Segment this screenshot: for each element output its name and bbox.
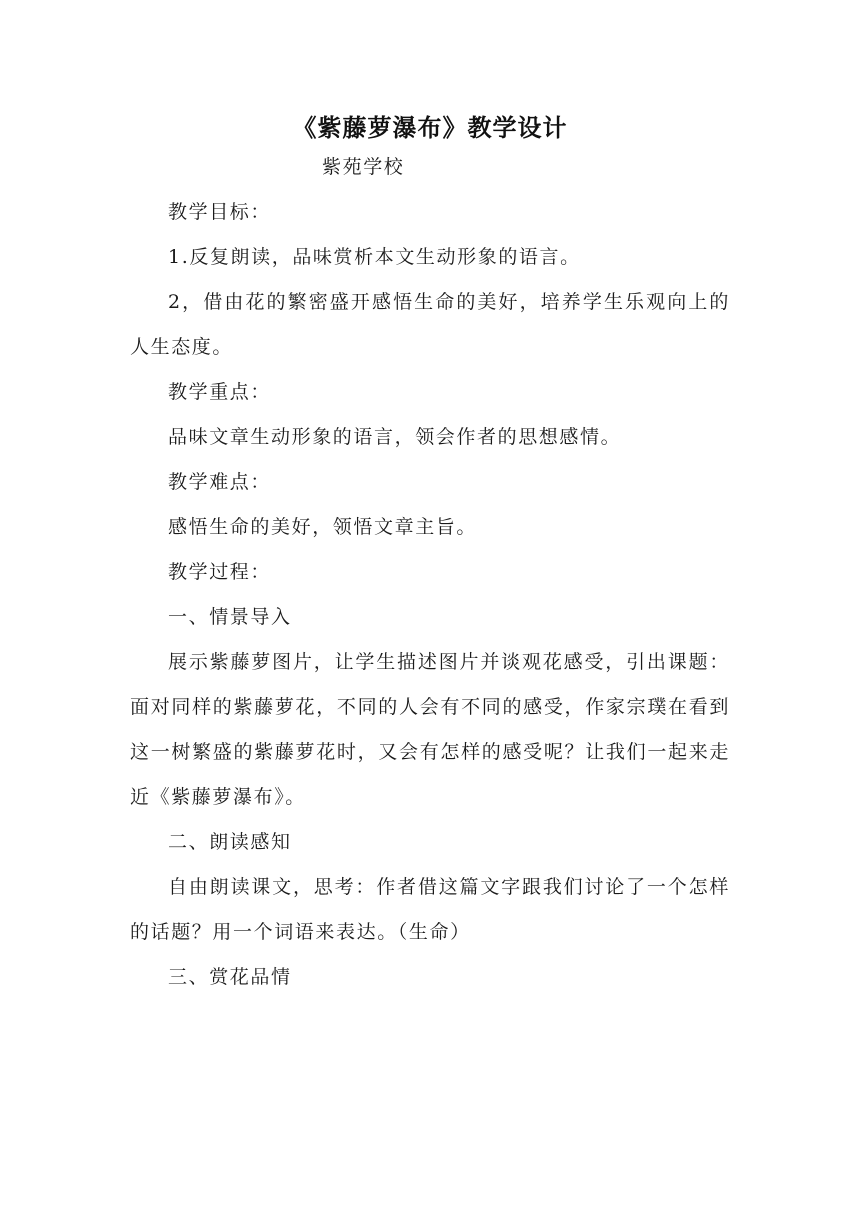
paragraph-objective-2: 2，借由花的繁密盛开感悟生命的美好，培养学生乐观向上的人生态度。 xyxy=(130,291,730,358)
document-author: 紫苑学校 xyxy=(322,156,405,178)
paragraph-difficulties: 感悟生命的美好，领悟文章主旨。 xyxy=(168,516,478,538)
subheading-step-2: 二、朗读感知 xyxy=(168,831,292,853)
section-heading-key-points: 教学重点： xyxy=(168,381,272,403)
subheading-step-1: 一、情景导入 xyxy=(168,606,292,628)
paragraph-step-2: 自由朗读课文，思考：作者借这篇文字跟我们讨论了一个怎样的话题？用一个词语来表达。（生命） xyxy=(130,876,730,943)
document-body xyxy=(130,110,730,1000)
document-title: 《紫藤萝瀑布》教学设计 xyxy=(292,114,568,142)
paragraph-key-points: 品味文章生动形象的语言，领会作者的思想感情。 xyxy=(168,426,622,448)
paragraph-objective-1: 1.反复朗读，品味赏析本文生动形象的语言。 xyxy=(168,246,581,268)
section-heading-difficulties: 教学难点： xyxy=(168,471,272,493)
section-heading-objectives: 教学目标： xyxy=(168,201,272,223)
subheading-step-3: 三、赏花品情 xyxy=(168,966,292,988)
section-heading-process: 教学过程： xyxy=(168,561,272,583)
paragraph-step-1: 展示紫藤萝图片，让学生描述图片并谈观花感受，引出课题：面对同样的紫藤萝花，不同的人会有不同的感受，作家宗璞在看到这一树繁盛的紫藤萝花时，又会有怎样的感受呢？让我们一起来走近《紫藤萝瀑布》。 xyxy=(130,651,730,808)
